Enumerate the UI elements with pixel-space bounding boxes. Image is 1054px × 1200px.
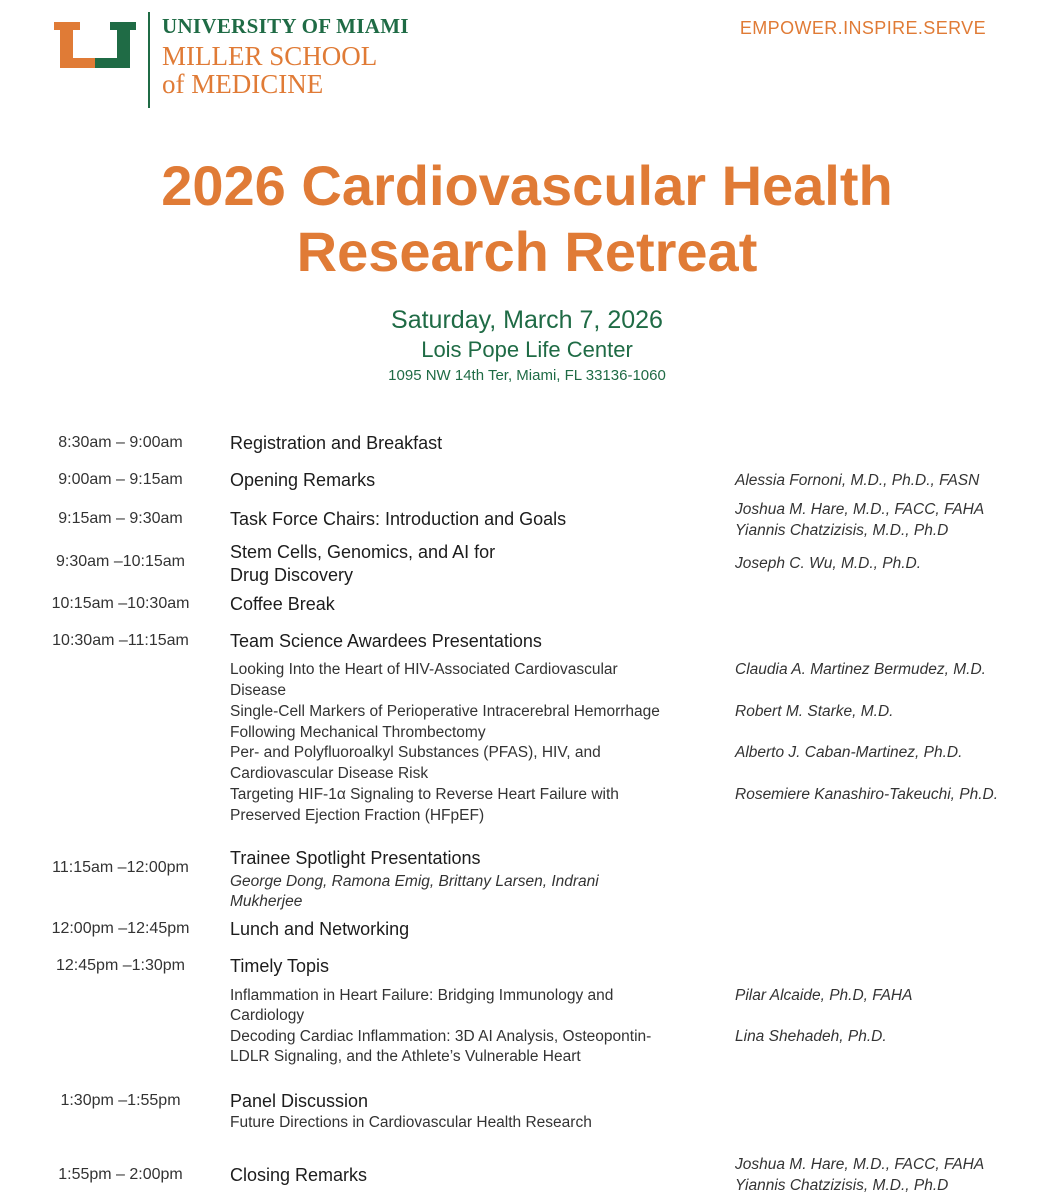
schedule-time: 12:00pm –12:45pm: [51, 920, 190, 937]
schedule-title: Timely Topis: [230, 956, 330, 976]
schedule-time: 1:30pm –1:55pm: [60, 1092, 181, 1109]
schedule-speaker: Yiannis Chatzizisis, M.D., Ph.D: [735, 522, 949, 539]
talk-speaker: Rosemiere Kanashiro-Takeuchi, Ph.D.: [735, 786, 999, 803]
schedule-title: Trainee Spotlight Presentations: [230, 848, 481, 868]
event-address: 1095 NW 14th Ter, Miami, FL 33136-1060: [388, 367, 666, 384]
talk-speaker: Claudia A. Martinez Bermudez, M.D.: [735, 661, 986, 678]
talk-title-cont: Cardiology: [230, 1007, 305, 1024]
schedule-time: 11:15am –12:00pm: [52, 859, 189, 876]
header-divider: [148, 12, 150, 108]
schedule-title: Registration and Breakfast: [230, 433, 443, 453]
school-name: [162, 42, 377, 98]
trainee-names: George Dong, Ramona Emig, Brittany Larsen, Indrani: [230, 873, 599, 890]
schedule-time: 9:30am –10:15am: [56, 553, 185, 570]
event-date: Saturday, March 7, 2026: [391, 306, 663, 334]
talk-speaker: Pilar Alcaide, Ph.D, FAHA: [735, 987, 913, 1004]
talk-title-cont: LDLR Signaling, and the Athlete’s Vulnerable Heart: [230, 1048, 581, 1065]
talk-title-cont: Cardiovascular Disease Risk: [230, 765, 429, 782]
u-logo-icon: [54, 22, 136, 72]
talk-title-cont: Preserved Ejection Fraction (HFpEF): [230, 807, 485, 824]
talk-title-cont: Following Mechanical Thrombectomy: [230, 724, 486, 741]
schedule-time: 9:00am – 9:15am: [58, 471, 183, 488]
university-name: UNIVERSITY OF MIAMI: [162, 14, 409, 38]
talk-speaker: Alberto J. Caban-Martinez, Ph.D.: [735, 744, 963, 761]
schedule-speaker: Joshua M. Hare, M.D., FACC, FAHA: [735, 501, 985, 518]
schedule-speaker: Joshua M. Hare, M.D., FACC, FAHA: [735, 1156, 985, 1173]
talk-title: Inflammation in Heart Failure: Bridging Immunology and: [230, 987, 614, 1004]
schedule-title-cont: Drug Discovery: [230, 565, 354, 585]
talk-speaker: Robert M. Starke, M.D.: [735, 703, 894, 720]
schedule-title: Closing Remarks: [230, 1165, 368, 1185]
talk-title: Single-Cell Markers of Perioperative Intracerebral Hemorrhage: [230, 703, 660, 720]
schedule-title: Coffee Break: [230, 594, 335, 614]
schedule-title: Panel Discussion: [230, 1091, 369, 1111]
school-line-2: of MEDICINE: [162, 69, 324, 99]
panel-subtitle: Future Directions in Cardiovascular Health Research: [230, 1114, 592, 1131]
talk-title: Per- and Polyfluoroalkyl Substances (PFAS), HIV, and: [230, 744, 601, 761]
schedule-time: 10:15am –10:30am: [51, 595, 190, 612]
schedule-speaker: Alessia Fornoni, M.D., Ph.D., FASN: [735, 472, 980, 489]
tagline: EMPOWER.INSPIRE.SERVE: [739, 18, 986, 38]
title-line-2: Research Retreat: [296, 220, 758, 283]
schedule-time: 8:30am – 9:00am: [58, 434, 183, 451]
schedule-speaker: Yiannis Chatzizisis, M.D., Ph.D: [735, 1177, 949, 1194]
schedule-speaker: Joseph C. Wu, M.D., Ph.D.: [735, 555, 922, 572]
title-line-1: 2026 Cardiovascular Health: [161, 154, 893, 217]
school-line-1: MILLER SCHOOL: [162, 41, 378, 71]
talk-title: Looking Into the Heart of HIV-Associated Cardiovascular: [230, 661, 618, 678]
talk-speaker: Lina Shehadeh, Ph.D.: [735, 1028, 887, 1045]
schedule-title: Opening Remarks: [230, 470, 376, 490]
talk-title: Targeting HIF-1α Signaling to Reverse Heart Failure with: [230, 786, 619, 803]
event-venue: Lois Pope Life Center: [421, 337, 633, 362]
schedule-time: 9:15am – 9:30am: [58, 510, 183, 527]
schedule-title: Stem Cells, Genomics, and AI for: [230, 542, 496, 562]
schedule-title: Task Force Chairs: Introduction and Goals: [230, 509, 567, 529]
schedule-title: Team Science Awardees Presentations: [230, 631, 542, 651]
trainee-names-cont: Mukherjee: [230, 893, 303, 910]
talk-title: Decoding Cardiac Inflammation: 3D AI Analysis, Osteopontin-: [230, 1028, 652, 1045]
schedule-title: Lunch and Networking: [230, 919, 410, 939]
schedule-time: 12:45pm –1:30pm: [56, 957, 185, 974]
schedule-time: 1:55pm – 2:00pm: [58, 1166, 183, 1183]
schedule-time: 10:30am –11:15am: [52, 632, 189, 649]
talk-title-cont: Disease: [230, 682, 286, 699]
